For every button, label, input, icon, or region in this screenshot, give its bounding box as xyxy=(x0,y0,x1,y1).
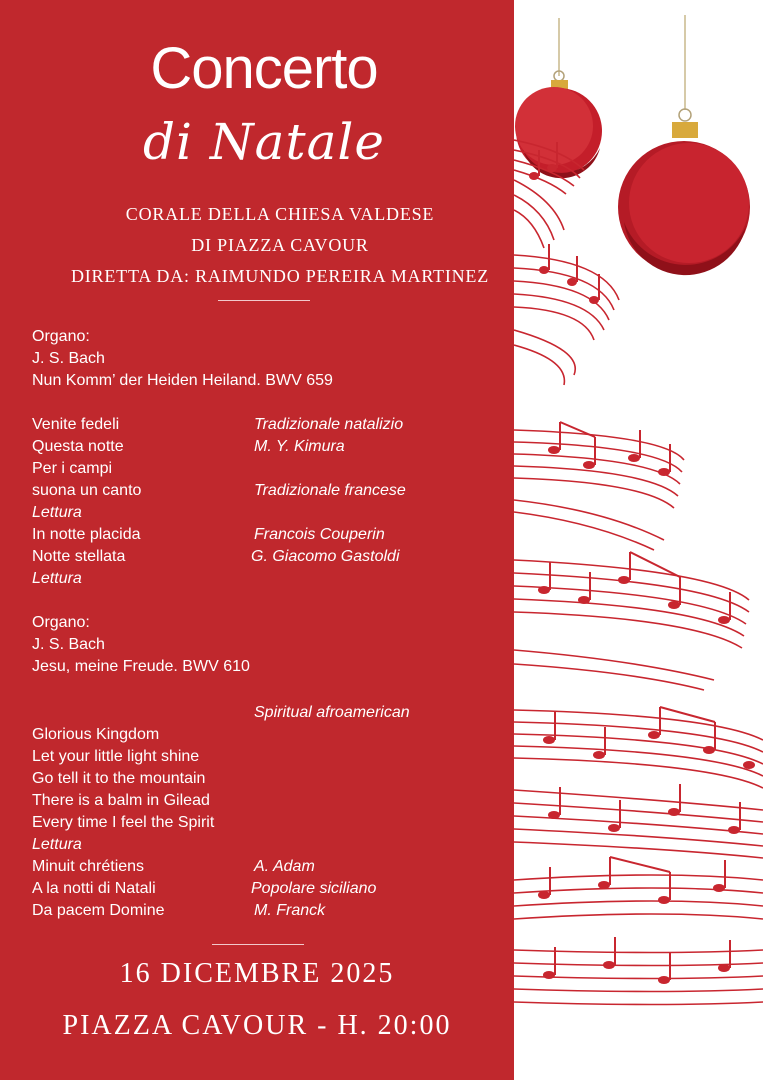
organ-label: Organo: xyxy=(32,328,90,345)
organ-composer: J. S. Bach xyxy=(32,636,105,653)
program-author: M. Y. Kimura xyxy=(254,438,345,455)
program-item: Minuit chrétiens xyxy=(32,858,145,875)
program-reading: Lettura xyxy=(32,504,82,521)
choir-line-3: DIRETTA DA: RAIMUNDO PEREIRA MARTINEZ xyxy=(70,266,490,286)
program-reading: Lettura xyxy=(32,836,82,853)
program-item: Questa notte xyxy=(32,438,124,455)
program-item: In notte placida xyxy=(32,526,141,543)
organ-composer: J. S. Bach xyxy=(32,350,105,367)
program-item: Per i campi xyxy=(32,460,113,477)
event-place-time: PIAZZA CAVOUR - H. 20:00 xyxy=(62,1010,452,1041)
christmas-ornament-icon xyxy=(618,109,750,275)
program-author: Francois Couperin xyxy=(254,526,385,543)
page-title: Concerto xyxy=(150,36,378,101)
choir-line-1: CORALE DELLA CHIESA VALDESE xyxy=(125,204,435,224)
program-item: Let your little light shine xyxy=(32,748,200,765)
organ-piece: Jesu, meine Freude. BWV 610 xyxy=(32,658,250,675)
program-reading: Lettura xyxy=(32,570,82,587)
program-item: Notte stellata xyxy=(32,548,126,565)
christmas-ornament-icon xyxy=(515,71,602,178)
program-author: Popolare siciliano xyxy=(251,880,377,897)
illustration-panel xyxy=(514,0,763,1080)
program-item: Every time I feel the Spirit xyxy=(32,814,215,831)
event-date: 16 DICEMBRE 2025 xyxy=(119,958,395,989)
divider-bottom xyxy=(212,944,304,945)
program-item: Venite fedeli xyxy=(32,416,120,433)
program-author: Tradizionale natalizio xyxy=(254,416,404,433)
program-author: G. Giacomo Gastoldi xyxy=(251,548,400,565)
music-staff-tree-icon xyxy=(514,0,763,1080)
program-item: There is a balm in Gilead xyxy=(32,792,210,809)
divider-top xyxy=(218,300,310,301)
program-item: A la notti di Natali xyxy=(32,880,156,897)
page-subtitle: di Natale xyxy=(143,113,385,171)
choir-line-2: DI PIAZZA CAVOUR xyxy=(191,235,369,255)
organ-piece: Nun Komm’ der Heiden Heiland. BWV 659 xyxy=(32,372,333,389)
program-item: Glorious Kingdom xyxy=(32,726,160,743)
program-item: Go tell it to the mountain xyxy=(32,770,206,787)
program-author: Tradizionale francese xyxy=(254,482,406,499)
program-author: A. Adam xyxy=(254,858,315,875)
spiritual-header: Spiritual afroamerican xyxy=(254,704,410,721)
program-item: suona un canto xyxy=(32,482,142,499)
program-item: Da pacem Domine xyxy=(32,902,165,919)
program-author: M. Franck xyxy=(254,902,326,919)
organ-label: Organo: xyxy=(32,614,90,631)
